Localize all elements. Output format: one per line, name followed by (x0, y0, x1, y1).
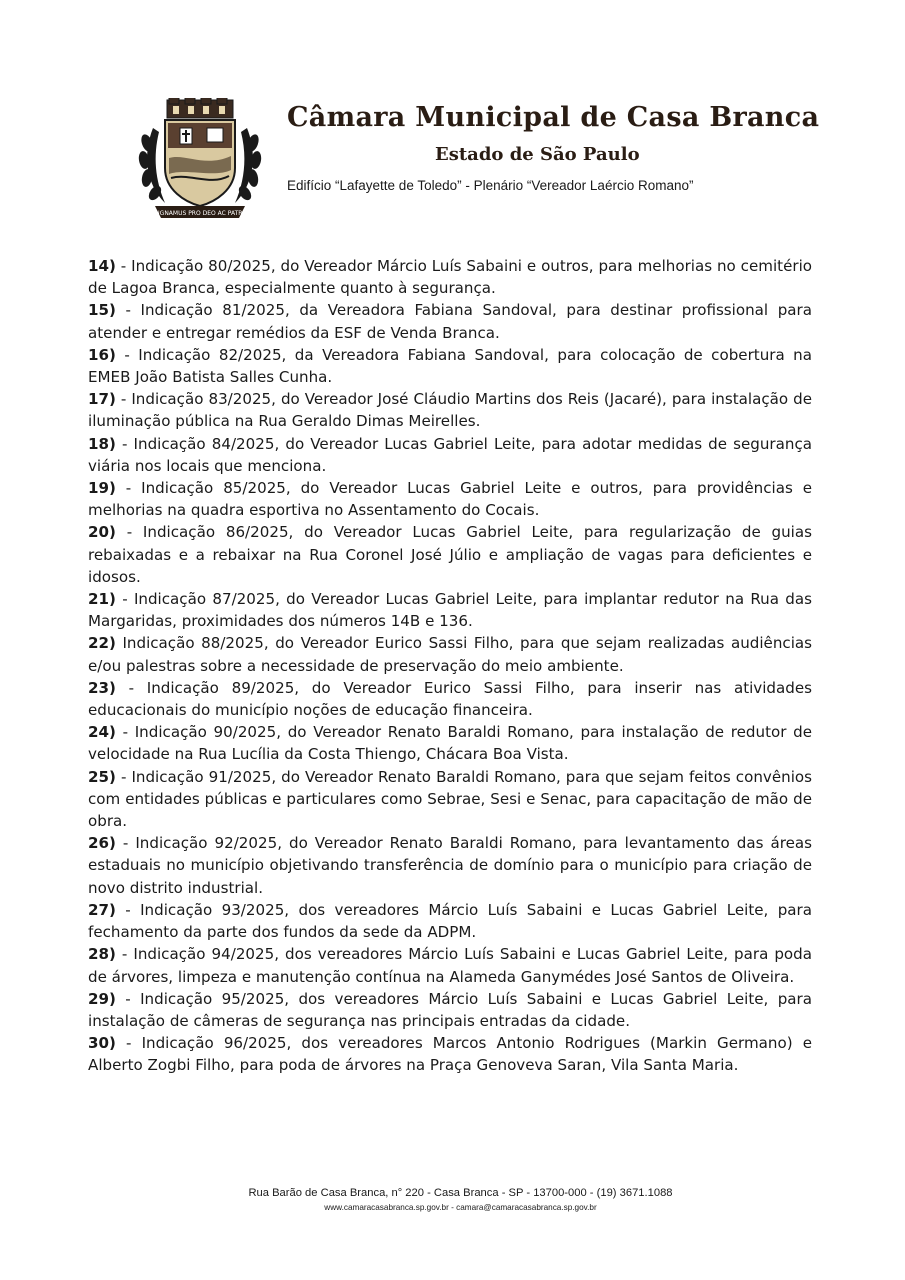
list-item (88, 766, 812, 833)
chamber-name: Câmara Municipal de Casa Branca (287, 102, 820, 133)
item-number: 30) (88, 1034, 116, 1053)
list-item (88, 832, 812, 899)
indication-list (88, 255, 812, 1077)
item-text: - Indicação 94/2025, dos vereadores Márcio Luís Sabaini e Lucas Gabriel Leite, para poda de árvores, limpeza e manutenção contínua na Alameda Ganymédes José Santos de Oliveira. (88, 945, 812, 986)
item-number: 16) (88, 345, 116, 364)
item-number: 21) (88, 590, 116, 609)
list-item (88, 588, 812, 632)
item-text: - Indicação 89/2025, do Vereador Eurico Sassi Filho, para inserir nas atividades educacionais do município noções de educação financeira. (88, 678, 812, 720)
item-text: - Indicação 96/2025, dos vereadores Marcos Antonio Rodrigues (Markin Germano) e Alberto Zogbi Filho, para poda de árvores na Praça Genoveva Saran, Vila Santa Maria. (88, 1034, 812, 1075)
item-number: 25) (88, 767, 116, 786)
municipal-coat-of-arms-icon (135, 98, 265, 223)
list-item (88, 943, 812, 987)
item-text: Indicação 88/2025, do Vereador Eurico Sassi Filho, para que sejam realizadas audiências e/ou palestras sobre a necessidade de preservação do meio ambiente. (88, 634, 812, 675)
list-item (88, 899, 812, 943)
item-text: - Indicação 80/2025, do Vereador Márcio Luís Sabaini e outros, para melhorias no cemitério de Lagoa Branca, especialmente quanto à segurança. (88, 257, 812, 298)
list-item (88, 299, 812, 343)
list-item (88, 255, 812, 299)
item-number: 27) (88, 900, 116, 919)
item-text: - Indicação 95/2025, dos vereadores Márcio Luís Sabaini e Lucas Gabriel Leite, para instalação de câmeras de segurança nas principais entradas da cidade. (88, 989, 812, 1030)
list-item (88, 388, 812, 432)
item-text: - Indicação 85/2025, do Vereador Lucas Gabriel Leite e outros, para providências e melhorias na quadra esportiva no Assentamento do Cocais. (88, 479, 812, 520)
item-number: 23) (88, 678, 116, 697)
item-text: - Indicação 81/2025, da Vereadora Fabiana Sandoval, para destinar profissional para atender e entregar remédios da ESF de Venda Branca. (88, 301, 812, 342)
item-number: 22) (88, 634, 116, 653)
item-number: 20) (88, 523, 116, 542)
item-number: 15) (88, 301, 116, 320)
footer-contacts: www.camaracasabranca.sp.gov.br - camara@camaracasabranca.sp.gov.br (324, 1203, 597, 1212)
list-item (88, 433, 812, 477)
list-item (88, 1032, 812, 1076)
item-number: 24) (88, 723, 116, 742)
list-item (88, 632, 812, 676)
item-number: 29) (88, 989, 116, 1008)
list-item (88, 721, 812, 765)
item-number: 26) (88, 834, 116, 853)
letterhead (0, 0, 905, 240)
item-text: - Indicação 83/2025, do Vereador José Cláudio Martins dos Reis (Jacaré), para instalação de iluminação pública na Rua Geraldo Dimas Meirelles. (88, 390, 812, 431)
list-item (88, 521, 812, 588)
item-text: - Indicação 82/2025, da Vereadora Fabiana Sandoval, para colocação de cobertura na EMEB João Batista Salles Cunha. (88, 345, 812, 387)
item-text: - Indicação 92/2025, do Vereador Renato Baraldi Romano, para levantamento das áreas estaduais no município objetivando transferência de domínio para o município para criação de novo distrito industrial. (88, 834, 812, 897)
list-item (88, 477, 812, 521)
list-item (88, 988, 812, 1032)
crest-motto: PUGNAMUS PRO DEO AC PATRIA (151, 210, 249, 217)
list-item (88, 677, 812, 721)
item-text: - Indicação 84/2025, do Vereador Lucas Gabriel Leite, para adotar medidas de segurança viária nos locais que menciona. (88, 434, 812, 475)
state-name: Estado de São Paulo (435, 144, 640, 165)
item-number: 17) (88, 390, 116, 409)
footer-address: Rua Barão de Casa Branca, n° 220 - Casa Branca - SP - 13700-000 - (19) 3671.1088 (248, 1187, 673, 1199)
item-number: 28) (88, 945, 116, 964)
item-text: - Indicação 93/2025, dos vereadores Márcio Luís Sabaini e Lucas Gabriel Leite, para fechamento da parte dos fundos da sede da ADPM. (88, 900, 812, 942)
item-number: 19) (88, 479, 116, 498)
item-text: - Indicação 91/2025, do Vereador Renato Baraldi Romano, para que sejam feitos convênios com entidades públicas e particulares como Sebrae, Sesi e Senac, para capacitação de mão de obra. (88, 767, 812, 831)
building-name: Edifício “Lafayette de Toledo” - Plenário “Vereador Laércio Romano” (287, 178, 694, 193)
list-item (88, 344, 812, 388)
item-text: - Indicação 90/2025, do Vereador Renato Baraldi Romano, para instalação de redutor de velocidade na Rua Lucília da Costa Thiengo, Chácara Boa Vista. (88, 723, 812, 764)
item-number: 18) (88, 434, 116, 453)
item-text: - Indicação 87/2025, do Vereador Lucas Gabriel Leite, para implantar redutor na Rua das Margaridas, proximidades dos números 14B e 136. (88, 590, 812, 631)
item-number: 14) (88, 257, 116, 275)
item-text: - Indicação 86/2025, do Vereador Lucas Gabriel Leite, para regularização de guias rebaixadas e a rebaixar na Rua Coronel José Júlio e ampliação de vagas para deficientes e idosos. (88, 523, 812, 586)
